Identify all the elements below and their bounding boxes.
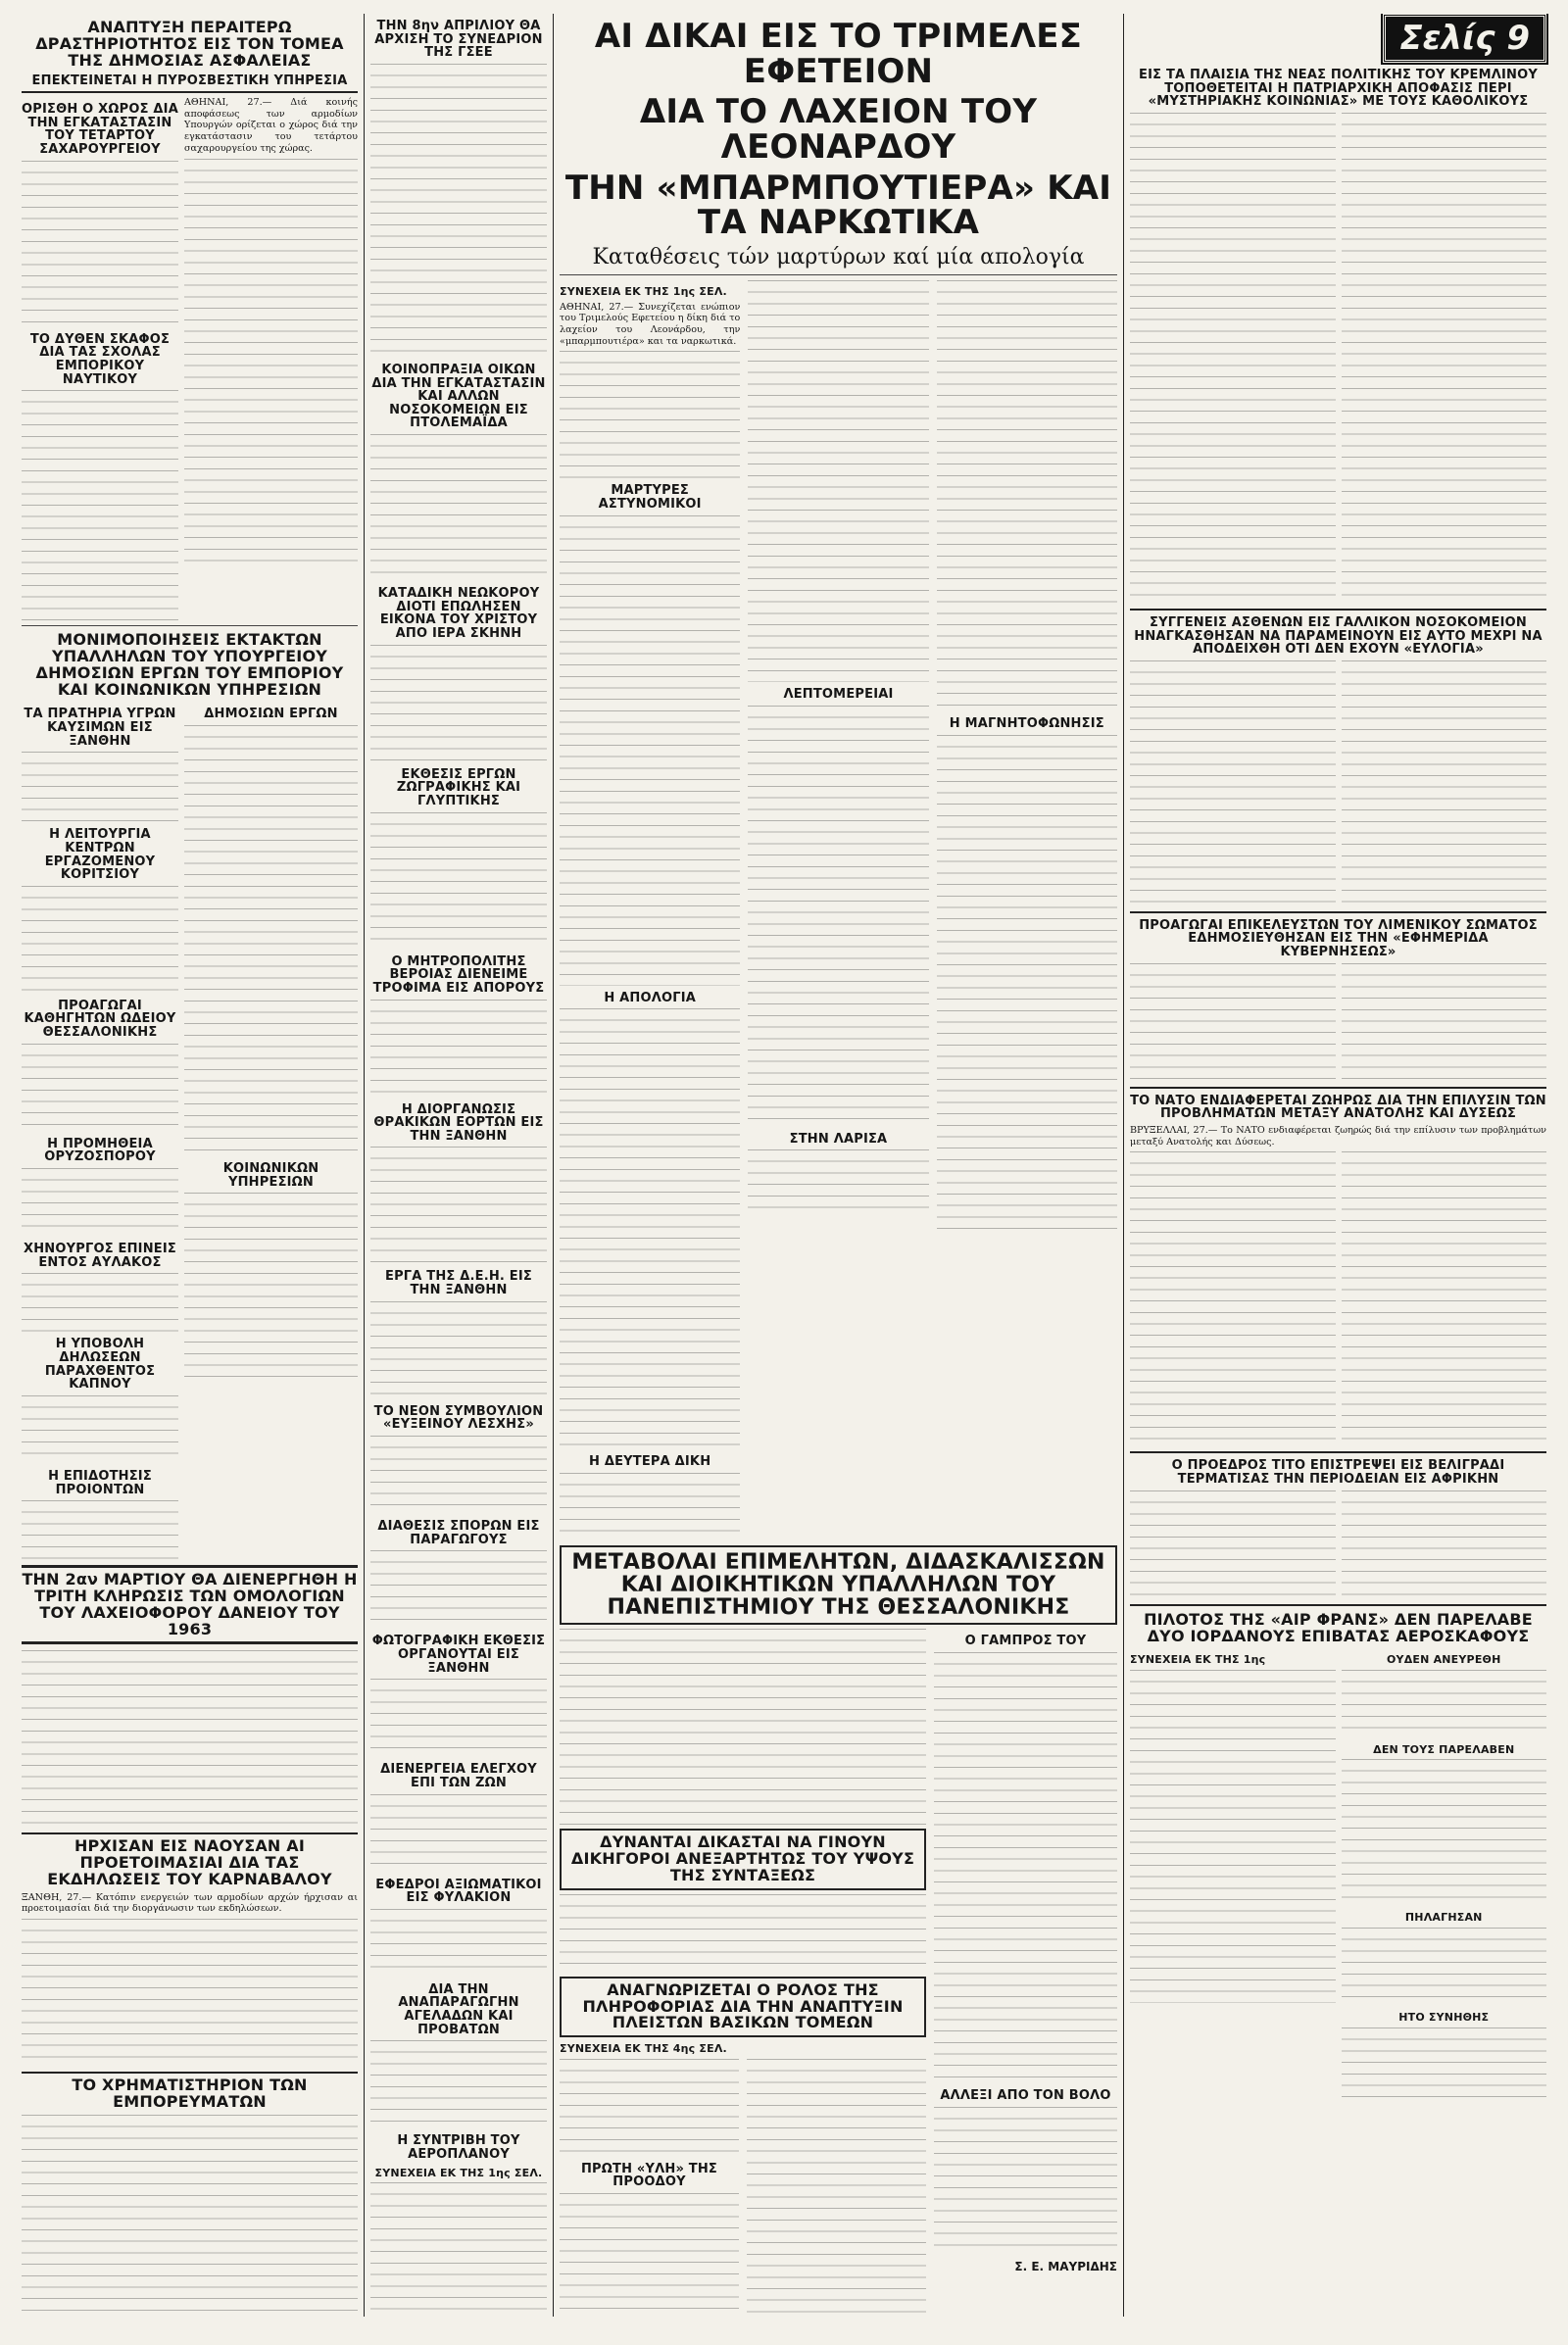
article-headline: ΠΡΟΑΓΩΓΑΙ ΕΠΙΚΕΛΕΥΣΤΩΝ ΤΟΥ ΛΙΜΕΝΙΚΟΥ ΣΩΜΑΤΟΣ ΕΔΗΜΟΣΙΕΥΘΗΣΑΝ ΕΙΣ ΤΗΝ «ΕΦΗΜΕΡΙΔΑ ΚΥΒΕΡΝΗΣΕΩΣ» [1139, 917, 1538, 960]
article-body [1130, 660, 1336, 905]
article-headline: ΗΡΧΙΣΑΝ ΕΙΣ ΝΑΟΥΣΑΝ ΑΙ ΠΡΟΕΤΟΙΜΑΣΙΑΙ ΔΙΑ ΤΑΣ ΕΚΔΗΛΩΣΕΙΣ ΤΟΥ ΚΑΡΝΑΒΑΛΟΥ [22, 1832, 358, 1887]
commodity-prices [22, 2115, 358, 2317]
article-headline: Ο ΠΡΟΕΔΡΟΣ ΤΙΤΟ ΕΠΙΣΤΡΕΨΕΙ ΕΙΣ ΒΕΛΙΓΡΑΔΙ ΤΕΡΜΑΤΙΣΑΣ ΤΗΝ ΠΕΡΙΟΔΕΙΑΝ ΕΙΣ ΑΦΡΙΚΗΝ [1171, 1458, 1505, 1488]
article-headline: ΟΡΙΣΘΗ Ο ΧΩΡΟΣ ΔΙΑ ΤΗΝ ΕΓΚΑΤΑΣΤΑΣΙΝ ΤΟΥ ΤΕΤΑΡΤΟΥ ΣΑΧΑΡΟΥΡΓΕΙΟΥ [22, 102, 178, 157]
section-subhead: ΔΕΝ ΤΟΥΣ ΠΑΡΕΛΑΒΕΝ [1373, 1742, 1515, 1756]
section-subhead: Η ΔΕΥΤΕΡΑ ΔΙΚΗ [589, 1454, 711, 1470]
article-body [1130, 963, 1336, 1081]
article-headline: ΠΙΛΟΤΟΣ ΤΗΣ «ΑΙΡ ΦΡΑΝΣ» ΔΕΝ ΠΑΡΕΛΑΒΕ ΔΥΟ ΙΟΡΔΑΝΟΥΣ ΕΠΙΒΑΤΑΣ ΑΕΡΟΣΚΑΦΟΥΣ [1144, 1609, 1533, 1645]
section-subhead: ΠΗΛΑΓΗΣΑΝ [1404, 1911, 1483, 1925]
section-subhead: Η ΑΠΟΛΟΓΙΑ [604, 990, 697, 1005]
section-subhead: ΣΤΗΝ ΛΑΡΙΣΑ [789, 1131, 888, 1147]
article-headline: Η ΔΙΟΡΓΑΝΩΣΙΣ ΘΡΑΚΙΚΩΝ ΕΟΡΤΩΝ ΕΙΣ ΤΗΝ ΞΑΝΘΗΝ [373, 1101, 544, 1144]
column-left [16, 14, 364, 2317]
article-headline: ΕΦΕΔΡΟΙ ΑΞΙΩΜΑΤΙΚΟΙ ΕΙΣ ΦΥΛΑΚΙΟΝ [375, 1877, 542, 1906]
article-body [22, 1168, 178, 1237]
column-center [554, 14, 1123, 2317]
article-headline: Η ΣΥΝΤΡΙΒΗ ΤΟΥ ΑΕΡΟΠΛΑΝΟΥ [397, 2133, 520, 2162]
page-number-badge: Σελίς 9 [1383, 14, 1546, 63]
article-body [370, 1301, 547, 1399]
article-body [748, 280, 928, 682]
article-body [22, 1650, 358, 1827]
article-body [22, 1273, 178, 1332]
article-body: ΞΑΝΘΗ, 27.— Κατόπιν ενεργειών των αρμοδίων αρχών ήρχισαν αι προετοιμασίαι διά την διοργάνωσιν των εκδηλώσεων. [22, 1891, 358, 1915]
article-headline: ΤΟ ΔΥΘΕΝ ΣΚΑΦΟΣ ΔΙΑ ΤΑΣ ΣΧΟΛΑΣ ΕΜΠΟΡΙΚΟΥ ΝΑΥΤΙΚΟΥ [29, 331, 171, 387]
article-headline: ΔΙΕΝΕΡΓΕΙΑ ΕΛΕΓΧΟΥ ΕΠΙ ΤΩΝ ΖΩΝ [380, 1762, 537, 1790]
article-body [370, 645, 547, 762]
main-subheadline: Καταθέσεις τών μαρτύρων καί μία απολογία [592, 245, 1085, 270]
article-body [370, 434, 547, 581]
main-headline: ΤΗΝ «ΜΠΑΡΜΠΟΥΤΙΕΡΑ» ΚΑΙ ΤΑ ΝΑΡΚΩΤΙΚΑ [564, 168, 1112, 243]
article-body [560, 351, 740, 478]
article-body [1342, 2027, 1547, 2106]
continued-label: ΣΥΝΕΧΕΙΑ ΕΚ ΤΗΣ 1ης [1130, 1653, 1266, 1667]
article-body [560, 2059, 739, 2157]
article-headline: ΣΥΓΓΕΝΕΙΣ ΑΣΘΕΝΩΝ ΕΙΣ ΓΑΛΛΙΚΟΝ ΝΟΣΟΚΟΜΕΙΟΝ ΗΝΑΓΚΑΣΘΗΣΑΝ ΝΑ ΠΑΡΑΜΕΙΝΟΥΝ ΕΙΣ ΑΥΤΟ ΜΕΧΡΙ ΝΑ ΑΠΟΔΕΙΧΘΗ ΟΤΙ ΔΕΝ ΕΧΟΥΝ «ΕΥΛΟΓΙΑ» [1134, 614, 1543, 658]
main-headline: ΑΙ ΔΙΚΑΙ ΕΙΣ ΤΟ ΤΡΙΜΕΛΕΣ ΕΦΕΤΕΙΟΝ [594, 17, 1083, 91]
article-headline: ΔΙΑΘΕΣΙΣ ΣΠΟΡΩΝ ΕΙΣ ΠΑΡΑΓΩΓΟΥΣ [377, 1519, 540, 1547]
article-headline: Ο ΜΗΤΡΟΠΟΛΙΤΗΣ ΒΕΡΟΙΑΣ ΔΙΕΝΕΙΜΕ ΤΡΟΦΙΜΑ ΕΙΣ ΑΠΟΡΟΥΣ [372, 953, 545, 996]
article-body [748, 706, 928, 1127]
information-headline: ΑΝΑΓΝΩΡΙΖΕΤΑΙ Ο ΡΟΛΟΣ ΤΗΣ ΠΛΗΡΟΦΟΡΙΑΣ ΔΙΑ ΤΗΝ ΑΝΑΠΤΥΞΙΝ ΠΛΕΙΣΤΩΝ ΒΑΣΙΚΩΝ ΤΟΜΕΩΝ [582, 1979, 904, 2032]
article-headline: ΧΗΝΟΥΡΓΟΣ ΕΠΙΝΕΙΣ ΕΝΤΟΣ ΑΥΛΑΚΟΣ [24, 1242, 176, 1270]
article-body [370, 1679, 547, 1757]
article-body [1342, 113, 1547, 603]
article-body [22, 1395, 178, 1464]
article-body [370, 1436, 547, 1514]
lead-subheadline: ΕΠΕΚΤΕΙΝΕΤΑΙ Η ΠΥΡΟΣΒΕΣΤΙΚΗ ΥΠΗΡΕΣΙΑ [22, 74, 358, 93]
article-headline: ΕΡΓΑ ΤΗΣ Δ.Ε.Η. ΕΙΣ ΤΗΝ ΞΑΝΘΗΝ [385, 1269, 532, 1298]
article-body [937, 280, 1117, 711]
article-headline: ΤΗΝ 8ην ΑΠΡΙΛΙΟΥ ΘΑ ΑΡΧΙΣΗ ΤΟ ΣΥΝΕΔΡΙΟΝ ΤΗΣ ΓΣΕΕ [374, 19, 543, 61]
article-headline: ΤΟ ΧΡΗΜΑΤΙΣΤΗΡΙΟΝ ΤΩΝ ΕΜΠΟΡΕΥΜΑΤΩΝ [22, 2072, 358, 2111]
article-body [184, 725, 358, 1156]
article-headline: ΤΟ ΝΑΤΟ ΕΝΔΙΑΦΕΡΕΤΑΙ ΖΩΗΡΩΣ ΔΙΑ ΤΗΝ ΕΠΙΛΥΣΙΝ ΤΩΝ ΠΡΟΒΛΗΜΑΤΩΝ ΜΕΤΑΞΥ ΑΝΑΤΟΛΗΣ ΚΑΙ ΔΥΣΕΩΣ [1130, 1093, 1546, 1122]
article-body [370, 812, 547, 950]
section-subhead: ΛΕΠΤΟΜΕΡΕΙΑΙ [783, 687, 894, 703]
article-headline: ΠΡΟΑΓΩΓΑΙ ΚΑΘΗΓΗΤΩΝ ΩΔΕΙΟΥ ΘΕΣΣΑΛΟΝΙΚΗΣ [24, 998, 176, 1041]
article-headline: Η ΥΠΟΒΟΛΗ ΔΗΛΩΣΕΩΝ ΠΑΡΑΧΘΕΝΤΟΣ ΚΑΠΝΟΥ [44, 1337, 156, 1392]
article-body [1342, 1490, 1547, 1598]
article-body [1342, 660, 1547, 905]
article-headline: Η ΛΕΙΤΟΥΡΓΙΑ ΚΕΝΤΡΩΝ ΕΡΓΑΖΟΜΕΝΟΥ ΚΟΡΙΤΣΙΟΥ [44, 827, 156, 883]
article-body [934, 1652, 1117, 2083]
article-body [370, 1550, 547, 1629]
article-body [370, 2040, 547, 2128]
article-headline: Η ΕΠΙΔΟΤΗΣΙΣ ΠΡΟΙΟΝΤΩΝ [48, 1468, 152, 1497]
article-body [370, 1794, 547, 1873]
article-body [370, 1147, 547, 1264]
judges-headline: ΔΥΝΑΝΤΑΙ ΔΙΚΑΣΤΑΙ ΝΑ ΓΙΝΟΥΝ ΔΙΚΗΓΟΡΟΙ ΑΝΕΞΑΡΤΗΤΩΣ ΤΟΥ ΥΨΟΥΣ ΤΗΣ ΣΥΝΤΑΞΕΩΣ [570, 1832, 915, 1884]
article-headline: ΚΟΙΝΟΠΡΑΞΙΑ ΟΙΚΩΝ ΔΙΑ ΤΗΝ ΕΓΚΑΤΑΣΤΑΣΙΝ ΚΑΙ ΑΛΛΩΝ ΝΟΣΟΚΟΜΕΙΩΝ ΕΙΣ ΠΤΟΛΕΜΑΪΔΑ [371, 362, 546, 431]
section-subhead: ΠΡΩΤΗ «ΥΛΗ» ΤΗΣ ΠΡΟΟΔΟΥ [580, 2161, 718, 2190]
article-headline: ΕΙΣ ΤΑ ΠΛΑΙΣΙΑ ΤΗΣ ΝΕΑΣ ΠΟΛΙΤΙΚΗΣ ΤΟΥ ΚΡΕΜΛΙΝΟΥ ΤΟΠΟΘΕΤΕΙΤΑΙ Η ΠΑΤΡΙΑΡΧΙΚΗ ΑΠΟΦΑΣΙΣ ΠΕΡΙ «ΜΥΣΤΗΡΙΑΚΗΣ ΚΟΙΝΩΝΙΑΣ» ΜΕ ΤΟΥΣ ΚΑΘΟΛΙΚΟΥΣ [1139, 68, 1538, 110]
article-body [1342, 1759, 1547, 1906]
article-body [370, 1000, 547, 1098]
continued-label: ΣΥΝΕΧΕΙΑ ΕΚ ΤΗΣ 1ης ΣΕΛ. [560, 285, 727, 299]
article-body [1342, 963, 1547, 1081]
continued-label: ΣΥΝΕΧΕΙΑ ΕΚ ΤΗΣ 4ης ΣΕΛ. [560, 2042, 727, 2056]
article-body [1130, 1490, 1336, 1598]
article-body [370, 1909, 547, 1978]
lead-headline: ΑΝΑΠΤΥΞΗ ΠΕΡΑΙΤΕΡΩ ΔΡΑΣΤΗΡΙΟΤΗΤΟΣ ΕΙΣ ΤΟΝ ΤΟΜΕΑ ΤΗΣ ΔΗΜΟΣΙΑΣ ΑΣΦΑΛΕΙΑΣ [35, 18, 344, 70]
section-subhead: Η ΜΑΓΝΗΤΟΦΩΝΗΣΙΣ [949, 716, 1104, 732]
article-headline: ΜΟΝΙΜΟΠΟΙΗΣΕΙΣ ΕΚΤΑΚΤΩΝ ΥΠΑΛΛΗΛΩΝ ΤΟΥ ΥΠΟΥΡΓΕΙΟΥ ΔΗΜΟΣΙΩΝ ΕΡΓΩΝ ΤΟΥ ΕΜΠΟΡΙΟΥ ΚΑΙ ΚΟΙΝΩΝΙΚΩΝ ΥΠΗΡΕΣΙΩΝ [35, 630, 344, 699]
newspaper-page [16, 14, 1552, 2317]
article-body [560, 515, 740, 986]
article-headline: ΕΚΘΕΣΙΣ ΕΡΓΩΝ ΖΩΓΡΑΦΙΚΗΣ ΚΑΙ ΓΛΥΠΤΙΚΗΣ [396, 766, 521, 808]
column-second [365, 14, 553, 2317]
article-body [1342, 1670, 1547, 1738]
article-body: ΑΘΗΝΑΙ, 27.— Διά κοινής αποφάσεως των αρμοδίων Υπουργών ορίζεται ο χώρος διά την εγκατάστασιν του τετάρτου σαχαρουργείου της χώρας. [184, 97, 358, 154]
column-right [1124, 14, 1552, 2317]
article-body [22, 161, 178, 327]
article-body [370, 64, 547, 358]
article-headline: ΔΙΑ ΤΗΝ ΑΝΑΠΑΡΑΓΩΓΗΝ ΑΓΕΛΑΔΩΝ ΚΑΙ ΠΡΟΒΑΤΩΝ [398, 1981, 519, 2037]
article-body [560, 1894, 926, 1973]
article-body: ΒΡΥΞΕΛΛΑΙ, 27.— Το ΝΑΤΟ ενδιαφέρεται ζωηρώς διά την επίλυσιν των προβλημάτων μεταξύ Ανατολής και Δύσεως. [1130, 1125, 1546, 1148]
section-subhead: ΚΟΙΝΩΝΙΚΩΝ ΥΠΗΡΕΣΙΩΝ [222, 1160, 319, 1190]
university-headline: ΜΕΤΑΒΟΛΑΙ ΕΠΙΜΕΛΗΤΩΝ, ΔΙΔΑΣΚΑΛΙΣΣΩΝ ΚΑΙ ΔΙΟΙΚΗΤΙΚΩΝ ΥΠΑΛΛΗΛΩΝ ΤΟΥ ΠΑΝΕΠΙΣΤΗΜΙΟΥ ΤΗΣ ΘΕΣΣΑΛΟΝΙΚΗΣ [571, 1550, 1105, 1621]
article-headline: ΤΟ ΝΕΟΝ ΣΥΜΒΟΥΛΙΟΝ «ΕΥΞΕΙΝΟΥ ΛΕΣΧΗΣ» [373, 1403, 544, 1433]
article-headline: ΤΑ ΠΡΑΤΗΡΙΑ ΥΓΡΩΝ ΚΑΥΣΙΜΩΝ ΕΙΣ ΞΑΝΘΗΝ [24, 707, 176, 749]
article-body [184, 159, 358, 570]
article-body [748, 1149, 928, 1214]
article-body [560, 2193, 739, 2317]
article-body [560, 1008, 740, 1449]
article-body [22, 390, 178, 620]
article-body: ΑΘΗΝΑΙ, 27.— Συνεχίζεται ενώπιον του Τριμελούς Εφετείου η δίκη διά το λαχείον του Λεονάρδου, την «μπαρμπουτιέρα» και τα ναρκωτικά. [560, 301, 741, 347]
main-headline: ΔΙΑ ΤΟ ΛΑΧΕΙΟΝ ΤΟΥ ΛΕΟΝΑΡΔΟΥ [639, 92, 1038, 168]
lottery-headline: ΤΗΝ 2αν ΜΑΡΤΙΟΥ ΘΑ ΔΙΕΝΕΡΓΗΘΗ Η ΤΡΙΤΗ ΚΛΗΡΩΣΙΣ ΤΩΝ ΟΜΟΛΟΓΙΩΝ ΤΟΥ ΛΑΧΕΙΟΦΟΡΟΥ ΔΑΝΕΙΟΥ ΤΟΥ 1963 [22, 1570, 358, 1638]
author-signature: Σ. Ε. ΜΑΥΡΙΔΗΣ [1014, 2259, 1117, 2273]
article-body [22, 1044, 178, 1132]
article-headline: ΚΑΤΑΔΙΚΗ ΝΕΩΚΟΡΟΥ ΔΙΟΤΙ ΕΠΩΛΗΣΕΝ ΕΙΚΟΝΑ ΤΟΥ ΧΡΙΣΤΟΥ ΑΠΟ ΙΕΡΑ ΣΚΗΝΗ [377, 586, 540, 642]
article-body [1342, 1928, 1547, 2006]
article-body [1342, 1151, 1547, 1445]
article-body [934, 2107, 1117, 2254]
article-body [560, 1629, 926, 1825]
article-body [22, 1919, 358, 2066]
article-body [560, 1473, 740, 1541]
article-body [937, 735, 1117, 1235]
article-body [22, 886, 178, 994]
section-subhead: ΔΗΜΟΣΙΩΝ ΕΡΓΩΝ [204, 707, 338, 722]
article-body [22, 1500, 178, 1559]
article-body [1130, 1151, 1336, 1445]
section-subhead: ΜΑΡΤΥΡΕΣ ΑΣΤΥΝΟΜΙΚΟΙ [598, 483, 702, 513]
article-headline: Η ΠΡΟΜΗΘΕΙΑ ΟΡΥΖΟΣΠΟΡΟΥ [44, 1136, 156, 1165]
section-subhead: ΟΥΔΕΝ ΑΝΕΥΡΕΘΗ [1386, 1653, 1501, 1667]
article-body [747, 2059, 926, 2317]
article-body [1130, 113, 1336, 603]
section-subhead: ΑΛΛΕΞΙ ΑΠΟ ΤΟΝ ΒΟΛΟ [940, 2087, 1111, 2103]
article-body [184, 1193, 358, 1379]
article-body [1130, 1670, 1336, 2003]
article-headline: ΦΩΤΟΓΡΑΦΙΚΗ ΕΚΘΕΣΙΣ ΟΡΓΑΝΟΥΤΑΙ ΕΙΣ ΞΑΝΘΗΝ [371, 1634, 546, 1676]
article-body [22, 752, 178, 822]
continued-label: ΣΥΝΕΧΕΙΑ ΕΚ ΤΗΣ 1ης ΣΕΛ. [374, 2166, 543, 2179]
section-subhead: ΗΤΟ ΣΥΝΗΘΗΣ [1398, 2010, 1490, 2024]
article-body [370, 2182, 547, 2317]
section-subhead: Ο ΓΑΜΠΡΟΣ ΤΟΥ [964, 1634, 1087, 1649]
